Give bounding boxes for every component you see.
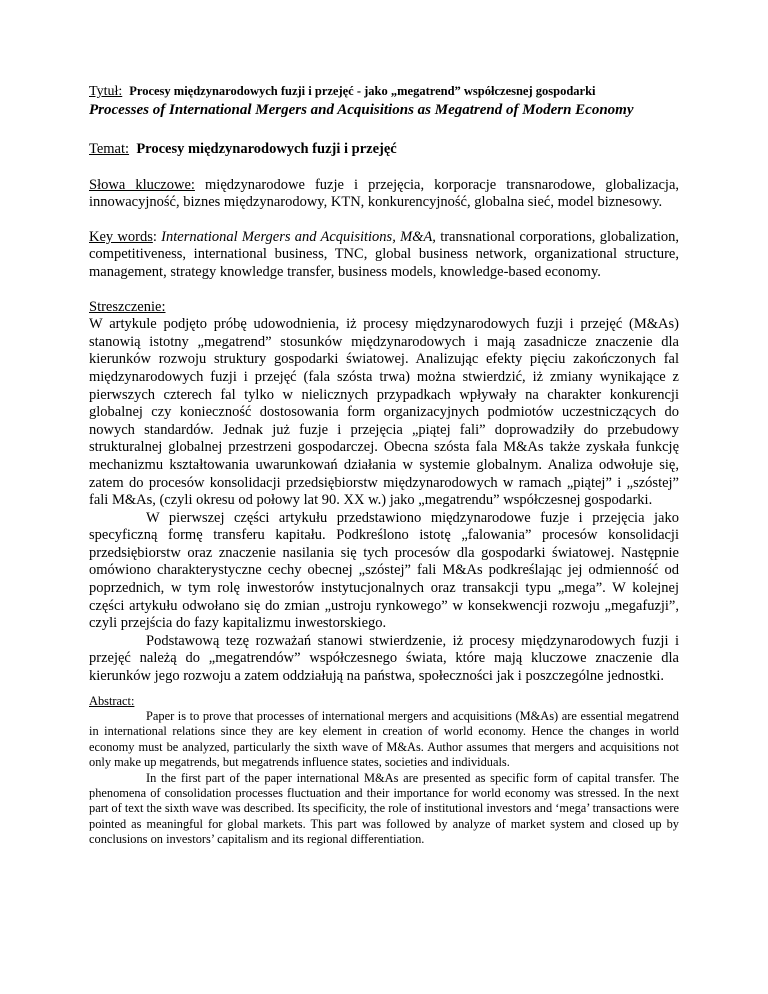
keywords-english-italic: International Mergers and Acquisitions, M&A, [161, 228, 436, 245]
keywords-english-label: Key words [89, 228, 153, 245]
abstract-paragraph: Paper is to prove that processes of international mergers and acquisitions (M&As) are essential megatrend in international relations since they are key element in creation of world economy. Hence the changes in world economy must be analyzed, particularly the sixth wave of M&As. Author assumes that mergers and acquisitions not only make up megatrends, but megatrends influence states, societies and individuals. [89, 709, 679, 770]
abstract-section [89, 694, 679, 848]
keywords-english-text: transnational corporations, globalization, competitiveness, international business, TNC, global business network, organizational structure, management, strategy knowledge transfer, business models, knowledge-based economy. [89, 228, 680, 280]
title-english: Processes of International Mergers and Acquisitions as Megatrend of Modern Economy [89, 102, 634, 118]
streszczenie-paragraph: Podstawową tezę rozważań stanowi stwierdzenie, iż procesy międzynarodowych fuzji i przejęć należą do „megatrendów” współczesnego świata, które mają kluczowe znaczenie dla kierunków jego rozwoju a zatem oddziałują na państwa, społeczności jak i poszczególne jednostki. [89, 632, 679, 685]
abstract-paragraph: In the first part of the paper international M&As are presented as specific form of capital transfer. The phenomena of consolidation processes fluctuation and their importance for world economy was stressed. In the next part of text the sixth wave was described. Its specificity, the role of institutional investors and ‘mega’ transactions were pointed as meaningful for global markets. This part was followed by analyze of market system and closed up by conclusions on investors’ capitalism and its regional differentiation. [89, 770, 679, 847]
streszczenie-section [89, 299, 679, 686]
keywords-polish-text: międzynarodowe fuzje i przejęcia, korporacje transnarodowe, globalizacja, innowacyjność, biznes międzynarodowy, KTN, konkurencyjność, globalna sieć, model biznesowy. [89, 176, 679, 211]
abstract-label: Abstract: [89, 693, 135, 708]
streszczenie-paragraph: W artykule podjęto próbę udowodnienia, iż procesy międzynarodowych fuzji i przejęć (M&As) stanowią istotny „megatrend” stosunków międzynarodowych i mają zasadnicze znaczenie dla kierunków rozwoju struktury gospodarki światowej. Analizując efekty pięciu zakończonych fal międzynarodowych fuzji i przejęć (fala szósta trwa) można stwierdzić, iż zmiany wynikające z pierwszych czterech fal tylko w nielicznych przypadkach wpływały na charakter konkurencji globalnej czy konieczność dostosowania form organizacyjnych podmiotów uczestniczących do nowych standardów. Jednak już fuzje i przejęcia „piątej fali” doprowadziły do przebudowy strukturalnej globalnej przestrzeni gospodarczej. Obecna szósta fala M&As także zyskała funkcję mechanizmu kształtowania uwarunkowań działania w systemie globalnym. Analiza odwołuje się, zatem do procesów konsolidacji przedsiębiorstw międzynarodowych w ramach „piątej” i „szóstej” fali M&As, (czyli okresu od połowy lat 90. XX w.) jako „megatrendu” współczesnej gospodarki. [89, 316, 679, 509]
topic-line [89, 141, 679, 159]
streszczenie-paragraph: W pierwszej części artykułu przedstawiono międzynarodowe fuzje i przejęcia jako specyficzną formę transferu kapitału. Podkreślono istotę „falowania” procesów konsolidacji przedsiębiorstw oraz znaczenie nasilania się tych procesów dla gospodarki światowej. Następnie omówiono charakterystyczne cechy obecnej „szóstej” fali M&As podkreślając jej odmienność od poprzednich, w tym rolę inwestorów instytucjonalnych oraz transakcji typu „mega”. W kolejnej części artykułu odwołano się do zmian „ustroju rynkowego” w konsekwencji rozwoju „megafuzji”, czyli przejścia do fazy kapitalizmu inwestorskiego. [89, 509, 679, 632]
topic-value: Procesy międzynarodowych fuzji i przejęć [136, 141, 397, 157]
keywords-english-colon: : [152, 228, 157, 245]
keywords-english [89, 229, 679, 282]
title-polish: Procesy międzynarodowych fuzji i przejęć - jako „megatrend” współczesnej gospodarki [129, 84, 596, 98]
title-label: Tytuł: [89, 84, 123, 99]
title-line [89, 82, 679, 101]
keywords-polish-label: Słowa kluczowe: [89, 176, 195, 193]
topic-label: Temat: [89, 141, 130, 157]
keywords-polish [89, 177, 679, 212]
streszczenie-label: Streszczenie: [89, 298, 166, 315]
